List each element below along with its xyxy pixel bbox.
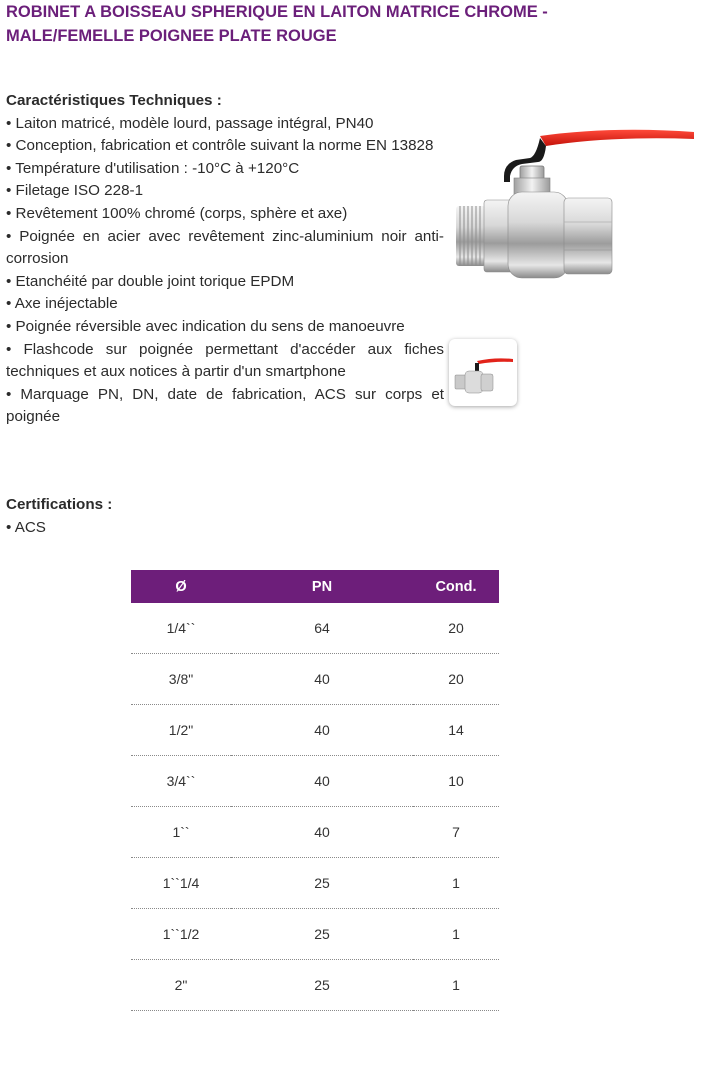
table-row [131,807,499,858]
cell-cond: 7 [413,807,499,858]
spec-item: • Flashcode sur poignée permettant d'accéder aux fiches techniques et aux notices à partir d'un smartphone [6,339,444,384]
spec-item: • Laiton matricé, modèle lourd, passage intégral, PN40 [6,113,444,136]
certification-item: • ACS [6,517,112,540]
cell-diameter: 1/4`` [131,603,231,654]
cell-cond: 10 [413,756,499,807]
table-row [131,756,499,807]
cell-diameter: 3/4`` [131,756,231,807]
cell-pn: 40 [231,756,413,807]
ball-valve-thumbnail-image [451,347,515,395]
table-row [131,858,499,909]
spec-item: • Poignée en acier avec revêtement zinc-aluminium noir anti-corrosion [6,226,444,271]
cell-pn: 64 [231,603,413,654]
technical-specs [6,90,444,429]
table-header-row [131,570,499,603]
spec-item: • Axe inéjectable [6,293,444,316]
table-row [131,909,499,960]
product-title: ROBINET A BOISSEAU SPHERIQUE EN LAITON MATRICE CHROME - MALE/FEMELLE POIGNEE PLATE ROUGE [6,3,548,45]
column-header-cond: Cond. [413,570,499,603]
sizes-table [131,570,499,1011]
cell-pn: 25 [231,858,413,909]
cell-diameter: 1/2" [131,705,231,756]
cell-cond: 1 [413,858,499,909]
spec-item: • Température d'utilisation : -10°C à +120°C [6,158,444,181]
cell-cond: 1 [413,909,499,960]
table-row [131,654,499,705]
certifications-list [6,517,112,540]
cell-cond: 14 [413,705,499,756]
table-row [131,705,499,756]
spec-item: • Revêtement 100% chromé (corps, sphère et axe) [6,203,444,226]
cell-diameter: 1`` [131,807,231,858]
spec-item: • Poignée réversible avec indication du sens de manoeuvre [6,316,444,339]
column-header-diameter: Ø [131,570,231,603]
specs-heading: Caractéristiques Techniques : [6,92,222,109]
spec-item: • Filetage ISO 228-1 [6,180,444,203]
spec-item: • Marquage PN, DN, date de fabrication, ACS sur corps et poignée [6,384,444,429]
cell-pn: 40 [231,654,413,705]
ball-valve-illustration [450,126,700,286]
cell-cond: 1 [413,960,499,1011]
cell-pn: 25 [231,909,413,960]
product-thumbnail[interactable] [449,339,517,406]
table-row [131,603,499,654]
specs-list [6,113,444,429]
cell-pn: 40 [231,807,413,858]
column-header-pn: PN [231,570,413,603]
certifications-heading: Certifications : [6,496,113,513]
cell-pn: 25 [231,960,413,1011]
cell-diameter: 1``1/2 [131,909,231,960]
cell-cond: 20 [413,603,499,654]
spec-item: • Etanchéité par double joint torique EPDM [6,271,444,294]
cell-cond: 20 [413,654,499,705]
cell-diameter: 3/8" [131,654,231,705]
product-image [450,126,700,286]
table-row [131,960,499,1011]
cell-diameter: 1``1/4 [131,858,231,909]
cell-diameter: 2" [131,960,231,1011]
cell-pn: 40 [231,705,413,756]
spec-item: • Conception, fabrication et contrôle suivant la norme EN 13828 [6,135,444,158]
certifications [6,494,112,539]
